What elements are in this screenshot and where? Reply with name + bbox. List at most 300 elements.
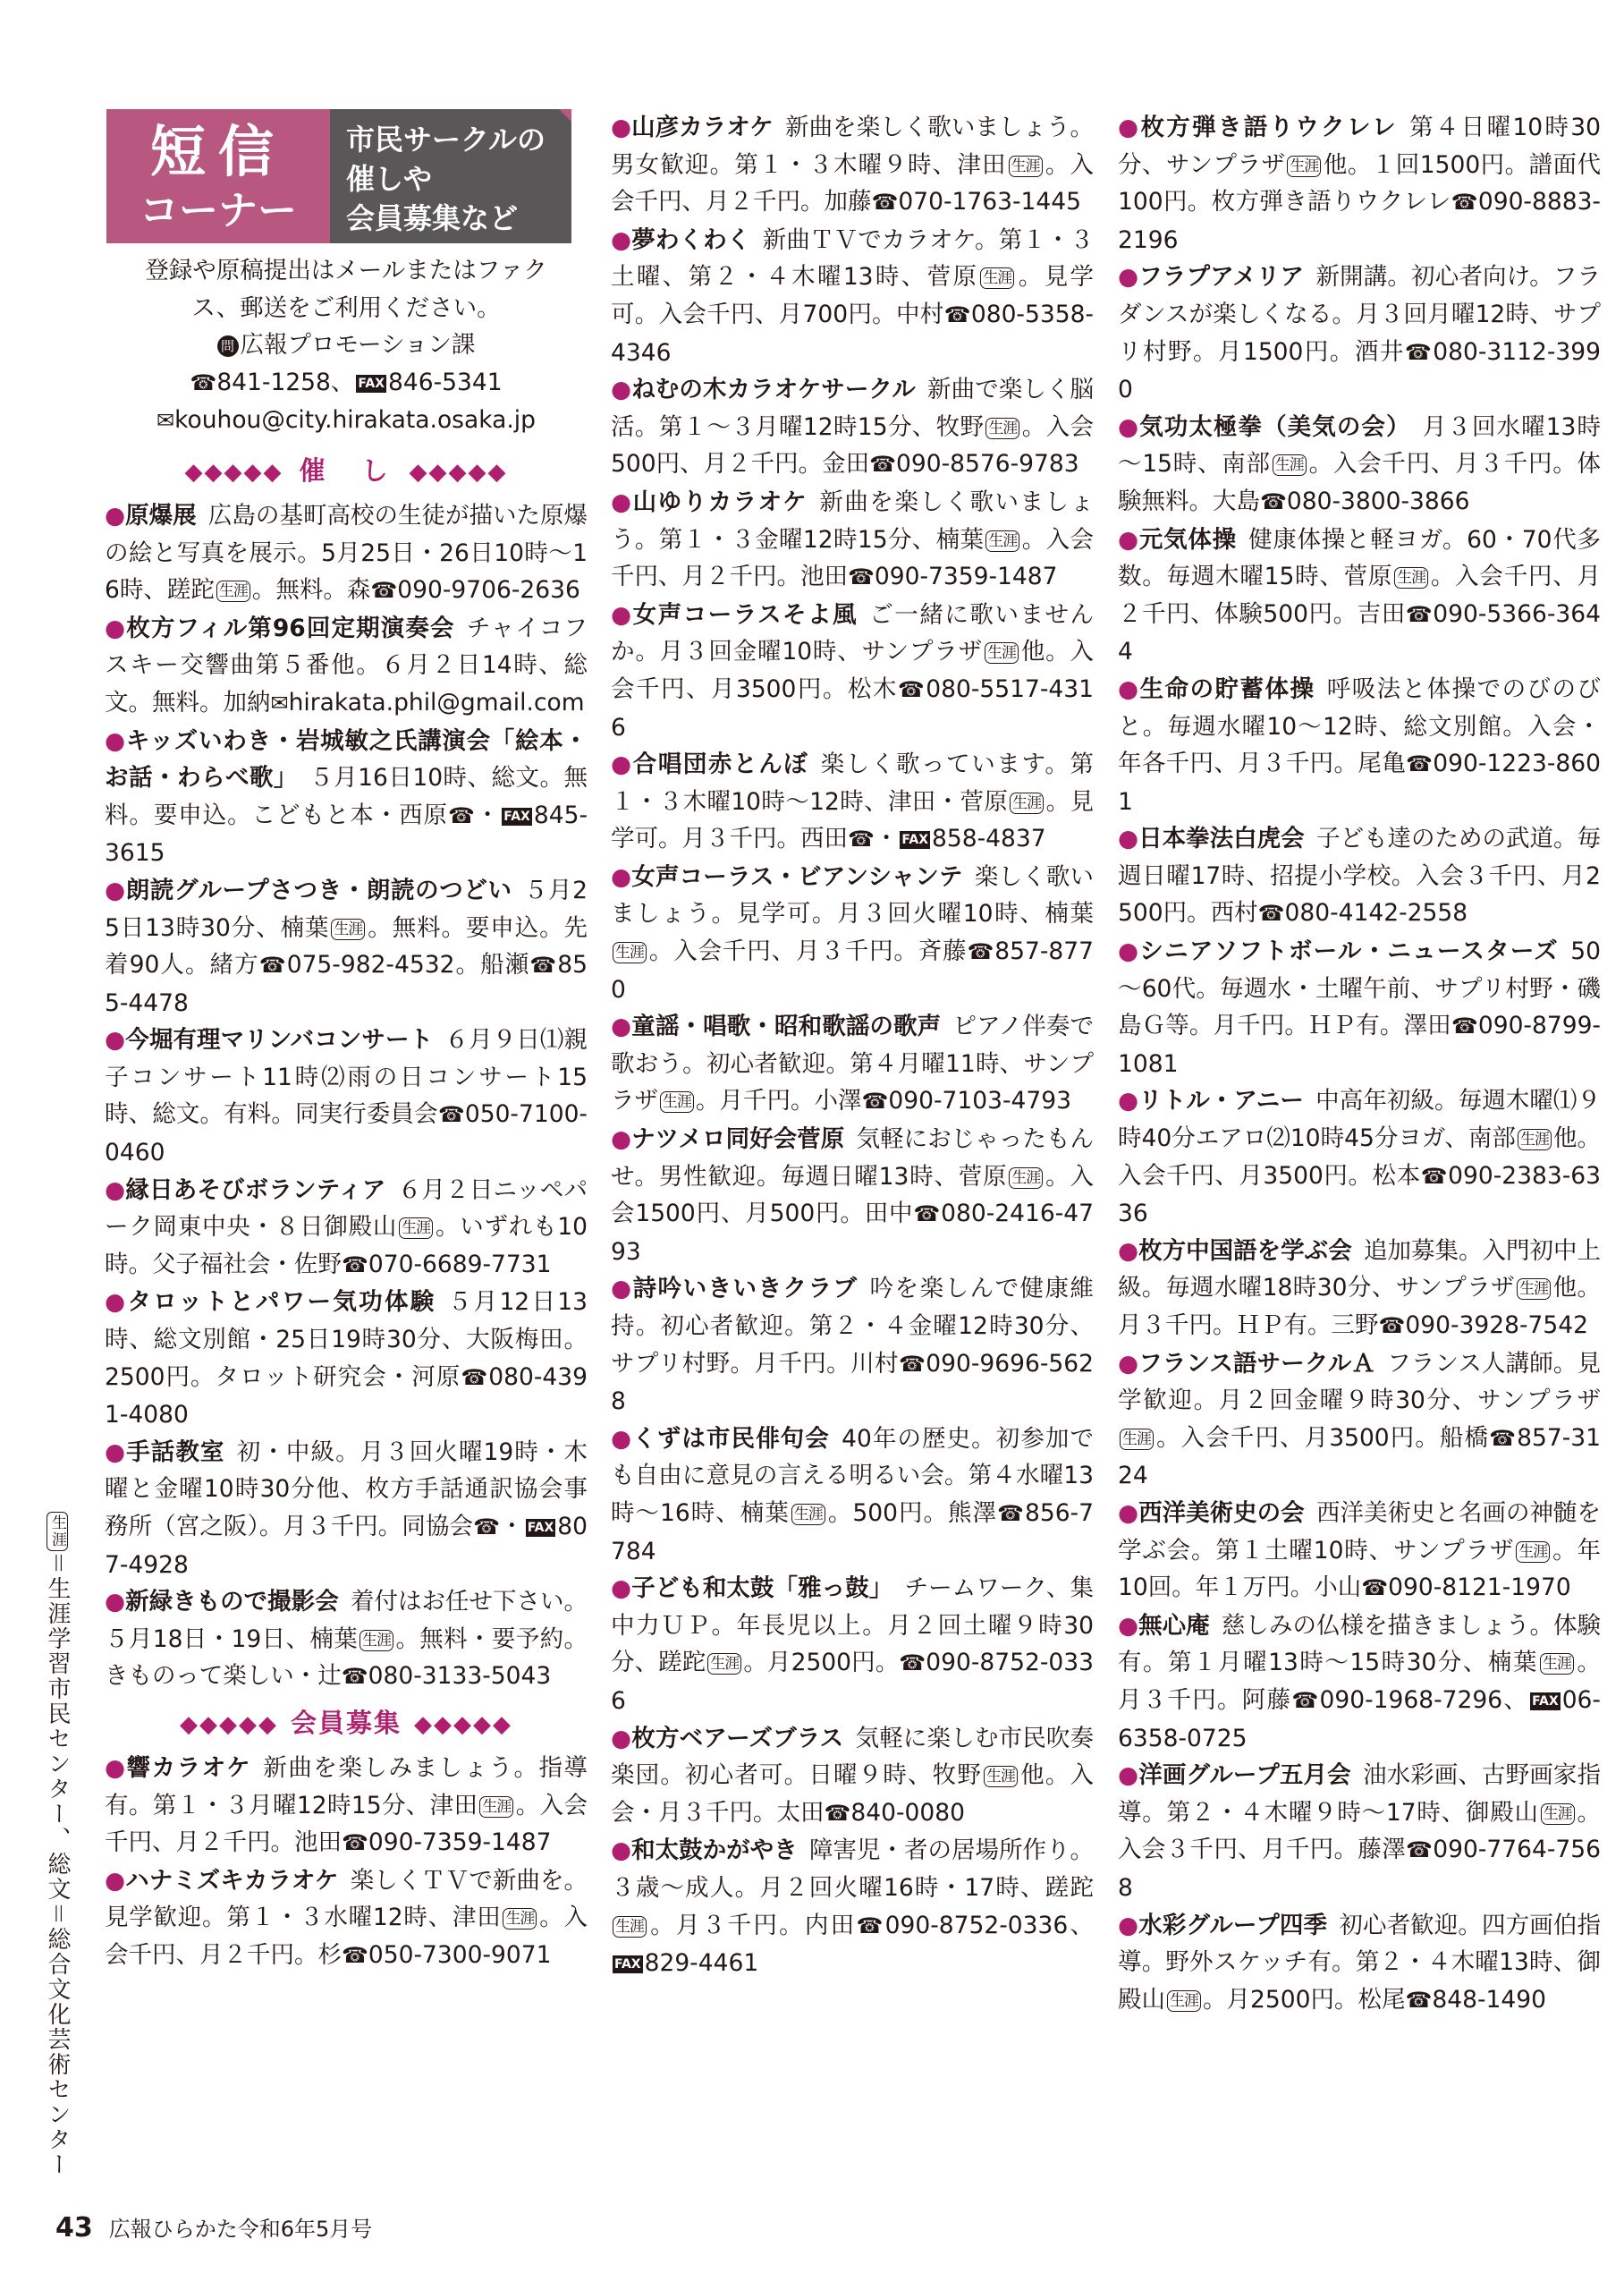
seigaku-center-mark: 生涯 — [985, 530, 1019, 552]
phone-icon: ☎ — [473, 1514, 501, 1539]
bullet-dot-icon: ● — [1118, 263, 1139, 292]
listing-text: 070-1763-1445 — [898, 188, 1081, 216]
phone-icon: ☎ — [342, 1942, 368, 1968]
listing-text: 。入会500円、月２千円。金田 — [611, 412, 1094, 479]
listing-entry — [611, 1421, 1094, 1570]
listing-title: 無心庵 — [1138, 1611, 1210, 1640]
listing-text: 他。１回1500円。譜面代100円。枚方弾き語りウクレレ — [1118, 150, 1601, 216]
listing-title: 手話教室 — [126, 1438, 225, 1466]
listing-text: 。無料。森 — [251, 576, 371, 605]
listing-entry — [611, 222, 1094, 371]
bullet-dot-icon: ● — [105, 1588, 126, 1616]
listing-text: チャイコフスキー交響曲第５番他。６月２日14時、総文。無料。加納 — [105, 614, 588, 717]
seigaku-center-mark: 生涯 — [613, 942, 647, 963]
listing-text: フランス人講師。見学歓迎。月２回金曜９時30分、サンプラザ — [1118, 1349, 1601, 1415]
phone-icon: ☎ — [848, 827, 875, 852]
phone-icon: ☎ — [258, 953, 287, 979]
listing-text: ご一緒に歌いませんか。月３回金曜10時、サンプラザ — [611, 600, 1095, 666]
seigaku-center-mark: 生涯 — [1120, 1429, 1154, 1450]
listing-text: 。月千円。小澤 — [696, 1087, 862, 1115]
bullet-dot-icon: ● — [1118, 1087, 1139, 1115]
listing-text: 。月2500円。 — [743, 1649, 900, 1677]
listing-title: 童謡・唱歌・昭和歌謡の歌声 — [631, 1013, 942, 1041]
listing-text: 848-1490 — [1432, 1985, 1546, 2014]
bullet-dot-icon: ● — [1118, 1911, 1139, 1939]
mail-icon: ✉ — [270, 690, 289, 716]
listing-entry — [1118, 259, 1601, 408]
listing-text: 初心者歓迎。四方画伯指導。野外スケッチ有。第２・４木曜13時、御殿山 — [1118, 1911, 1602, 2014]
phone-icon: ☎ — [1451, 1014, 1478, 1039]
listing-entry — [611, 1121, 1094, 1270]
seigaku-center-mark: 生涯 — [1540, 1653, 1574, 1675]
listing-text: 090-8752-0336、 — [884, 1911, 1094, 1939]
fax-icon: FAX — [1532, 1693, 1559, 1709]
fax-icon: FAX — [358, 376, 385, 391]
bullet-dot-icon: ● — [1118, 825, 1139, 853]
info-email[interactable]: kouhou@city.hirakata.osaka.jp — [174, 406, 536, 435]
listing-entry — [105, 610, 588, 723]
listing-text: ６月９日⑴親子コンサート11時⑵雨の日コンサート15時、総文。有料。同実行委員会 — [105, 1026, 588, 1129]
listing-text: 090-5366-3644 — [1118, 599, 1601, 666]
phone-icon: ☎ — [342, 1830, 368, 1856]
listing-entry — [1118, 409, 1601, 522]
listing-text: 080-5358-4346 — [611, 300, 1094, 367]
listing-text: 。見学可。月３千円。西田 — [611, 787, 1094, 853]
seigaku-center-mark: 生涯 — [359, 1630, 393, 1651]
listing-text: 855-4478 — [105, 951, 588, 1017]
listing-text: 090-1223-8601 — [1118, 750, 1601, 816]
bullet-dot-icon: ● — [105, 1175, 126, 1204]
corner-header — [106, 109, 571, 243]
listing-text: 。入会千円、月２千円、体験500円。吉田 — [1118, 563, 1601, 628]
bullet-dot-icon: ● — [611, 488, 633, 516]
phone-icon: ☎ — [856, 1913, 885, 1938]
listing-text: ６月２日ニッペパーク岡東中央・８日御殿山 — [105, 1175, 588, 1242]
bullet-dot-icon: ● — [105, 1866, 126, 1895]
bullet-dot-icon: ● — [1118, 114, 1141, 141]
members-list — [1118, 109, 1601, 2019]
phone-icon: ☎ — [943, 301, 971, 327]
listing-title: 枚方ベアーズブラス — [631, 1724, 844, 1752]
phone-icon: ☎ — [461, 1364, 489, 1390]
seigaku-center-mark: 生涯 — [331, 919, 365, 940]
page-number: 43 — [55, 2212, 93, 2243]
phone-icon: ☎ — [341, 1664, 368, 1690]
listing-title: タロットとパワー気功体験 — [127, 1288, 436, 1317]
listing-text: 油水彩画、古野画家指導。第２・４木曜９時～17時、御殿山 — [1118, 1761, 1602, 1827]
listing-title: 山彦カラオケ — [631, 114, 774, 141]
header-desc-line: 市民サークルの — [346, 123, 546, 157]
listing-title: 元気体操 — [1138, 525, 1237, 554]
listing-entry — [1118, 1757, 1601, 1906]
listing-text: 857-8770 — [611, 937, 1095, 1004]
listing-entry — [611, 371, 1094, 484]
listing-text: 月３回水曜13時～15時、南部 — [1118, 412, 1601, 479]
listing-text: チームワーク、集中力ＵＰ。年長児以上。月２回土曜９時30分、蹉跎 — [611, 1574, 1094, 1677]
bullet-dot-icon: ● — [611, 1013, 632, 1041]
phone-icon: ☎ — [1405, 1987, 1433, 2013]
listing-text: 。いずれも10時。父子福社会・佐野 — [105, 1213, 588, 1278]
listing-text: 第４日曜10時30分、サンプラザ — [1118, 114, 1601, 179]
listing-entry — [105, 1434, 588, 1583]
listing-entry — [1118, 1233, 1601, 1345]
info-contact — [105, 364, 588, 403]
diamond-ornament: ◆◆◆◆◆ — [184, 458, 283, 486]
listing-text: 。入会千円、月３千円。斉藤 — [648, 937, 968, 966]
listing-title: フラプアメリア — [1138, 263, 1305, 292]
listing-text: 他。月３千円。ＨＰ有。三野 — [1118, 1274, 1601, 1339]
listing-text: 子ども達のための武道。毎週日曜17時、招提小学校。入会３千円、月2500円。西村 — [1118, 825, 1602, 928]
section-heading-members — [105, 1701, 588, 1746]
bullet-dot-icon: ● — [611, 600, 633, 629]
listing-text: 858-4837 — [932, 825, 1046, 853]
phone-icon: ☎ — [1378, 1313, 1406, 1338]
phone-icon: ☎ — [1260, 488, 1287, 514]
bullet-dot-icon: ● — [1118, 1761, 1139, 1790]
listing-entry — [1118, 1607, 1601, 1757]
info-text: 登録や原稿提出はメールまたはファク — [145, 257, 547, 284]
seigaku-center-mark: 生涯 — [660, 1091, 694, 1113]
listing-text: 090-8121-1970 — [1388, 1573, 1571, 1602]
phone-icon: ☎ — [1489, 1425, 1518, 1451]
listing-text: 新曲で楽しく脳活。第１～３月曜12時15分、牧野 — [611, 376, 1095, 441]
phone-icon: ☎ — [448, 802, 476, 828]
bullet-dot-icon: ● — [611, 376, 632, 404]
dept-name: 広報プロモーション課 — [240, 331, 476, 360]
header-desc-line: 会員募集など — [346, 201, 519, 235]
listing-text: 他。入会千円、月3500円。松木 — [611, 638, 1095, 703]
listing-entry — [1118, 522, 1601, 671]
fax-icon: FAX — [503, 809, 530, 824]
listing-text: 080-3800-3866 — [1286, 487, 1470, 515]
listing-entry — [611, 1570, 1094, 1719]
listing-title: 新緑きもので撮影会 — [125, 1588, 339, 1616]
bullet-dot-icon: ● — [1118, 1498, 1139, 1527]
listing-text: ・ — [475, 801, 501, 829]
column-1 — [105, 109, 588, 1975]
listing-entry — [105, 1862, 588, 1975]
phone-icon: ☎ — [1257, 901, 1285, 927]
listing-text: 050-7300-9071 — [368, 1940, 552, 1969]
bullet-dot-icon: ● — [611, 1424, 633, 1453]
listing-text: 090-7359-1487 — [368, 1828, 552, 1857]
phone-icon: ☎ — [1406, 751, 1434, 777]
listing-text: 090-8752-0336 — [611, 1649, 1094, 1715]
bullet-dot-icon: ● — [105, 1438, 127, 1466]
listing-title: 西洋美術史の会 — [1138, 1498, 1305, 1527]
bullet-dot-icon: ● — [105, 726, 126, 755]
phone-icon: ☎ — [529, 953, 558, 979]
listing-title: 朗読グループさつき・朗読のつどい — [125, 876, 512, 904]
phone-icon: ☎ — [899, 1650, 926, 1676]
listing-entry — [611, 1270, 1094, 1420]
listing-text: 楽しく歌っています。第１・３木曜10時～12時、津田・菅原 — [611, 751, 1095, 816]
listing-text: 障害児・者の居場所作り。３歳～成人。月２回火曜16時・17時、蹉跎 — [611, 1836, 1095, 1902]
listing-text: 他。入会・月３千円。太田 — [611, 1761, 1095, 1827]
listing-text: 初・中級。月３回火曜19時・木曜と金曜10時30分他、枚方手話通訳協会事務所（宮之阪）。月３千円。同協会 — [105, 1438, 588, 1540]
listing-entry — [105, 497, 588, 610]
listing-text: 。月３千円。阿藤 — [1118, 1649, 1602, 1714]
phone-icon: ☎ — [848, 564, 875, 590]
seigaku-center-mark: 生涯 — [985, 642, 1019, 664]
listing-title: ナツメロ同好会菅原 — [631, 1125, 845, 1154]
seigaku-center-mark: 生涯 — [613, 1916, 647, 1938]
listing-text: 840-0080 — [850, 1798, 965, 1827]
listing-entry — [611, 1008, 1094, 1121]
listing-text: 080-2416-4793 — [611, 1200, 1094, 1266]
listing-entry — [105, 1172, 588, 1285]
header-description — [330, 109, 571, 243]
listing-text: 090-8799-1081 — [1118, 1012, 1601, 1078]
listing-text: 06-6358-0725 — [1118, 1685, 1601, 1752]
phone-icon: ☎ — [1420, 1163, 1449, 1189]
listing-entry — [611, 859, 1094, 1008]
seigaku-center-mark: 生涯 — [1517, 1278, 1551, 1300]
bullet-dot-icon: ● — [1118, 525, 1139, 554]
bullet-dot-icon: ● — [105, 1026, 126, 1055]
listing-text: 090-3928-7542 — [1405, 1311, 1588, 1339]
bullet-dot-icon: ● — [611, 1574, 632, 1603]
listing-title: 夢わくわく — [631, 225, 751, 254]
listing-text: 090-9696-5628 — [611, 1349, 1094, 1416]
listing-title: リトル・アニー — [1138, 1087, 1304, 1115]
seigaku-center-mark: 生涯 — [1394, 567, 1428, 589]
mail-icon: ✉ — [156, 408, 175, 434]
listing-text: 新曲を楽しく歌いましょう。第１・３金曜12時15分、楠葉 — [611, 488, 1094, 554]
seigaku-center-mark: 生涯 — [1287, 156, 1321, 177]
phone-icon: ☎ — [1405, 601, 1434, 627]
listing-text: 西洋美術史と名画の神髄を学ぶ会。第１土曜10時、サンプラザ — [1118, 1498, 1602, 1565]
phone-icon: ☎ — [824, 1800, 851, 1826]
section-title: 会員募集 — [290, 1707, 402, 1738]
seigaku-center-mark: 生涯 — [707, 1653, 741, 1675]
listing-entry — [1118, 1907, 1601, 2020]
listing-entry — [1118, 671, 1601, 820]
seigaku-center-mark: 生涯 — [1273, 454, 1307, 476]
listing-title: ねむの木カラオケサークル — [631, 376, 916, 404]
listing-title: ハナミズキカラオケ — [125, 1866, 339, 1895]
listing-text: ピアノ伴奏で歌おう。初心者歓迎。第４月曜11時、サンプラザ — [611, 1013, 1094, 1115]
listing-text: 吟を楽しんで健康維持。初心者歓迎。第２・４金曜12時30分、サプリ村野。月千円。川村 — [611, 1275, 1095, 1378]
phone-icon: ☎ — [370, 578, 398, 604]
listing-entry — [1118, 1345, 1601, 1495]
fax-icon: FAX — [614, 1957, 641, 1972]
listing-entry — [1118, 1082, 1601, 1232]
header-title: 短信 — [149, 119, 286, 184]
listing-text: 新曲を楽しみましょう。指導有。第１・３月曜12時15分、津田 — [105, 1753, 588, 1819]
bullet-dot-icon: ● — [1118, 412, 1140, 441]
listing-title: 女声コーラス・ビアンシャンテ — [631, 862, 963, 891]
header-desc-line: 催しや — [346, 162, 433, 196]
listing-title: 枚方弾き語りウクレレ — [1140, 114, 1398, 141]
listing-entry — [105, 1583, 588, 1696]
listing-text: 中高年初級。毎週木曜⑴９時40分エアロ⑵10時45分ヨガ、南部 — [1118, 1087, 1602, 1153]
listing-text: ５月25日13時30分、楠葉 — [105, 876, 588, 942]
seigaku-center-mark: 生涯 — [985, 418, 1019, 439]
listing-entry — [611, 484, 1094, 597]
submission-info — [105, 252, 588, 440]
listing-title: 原爆展 — [125, 501, 197, 530]
fax-icon: FAX — [527, 1521, 554, 1535]
listing-text: 090-7764-7568 — [1118, 1836, 1601, 1902]
listing-text: 。入会千円、月２千円。加藤 — [611, 150, 1095, 216]
diamond-ornament: ◆◆◆◆◆ — [180, 1710, 278, 1738]
listing-text: 新曲ＴＶでカラオケ。第１・３土曜、第２・４木曜13時、菅原 — [611, 225, 1095, 292]
seigaku-center-mark: 生涯 — [1518, 1129, 1552, 1150]
listing-title: フランス語サークルＡ — [1138, 1349, 1375, 1378]
listing-text: 。無料・要予約。きものって楽しい・辻 — [105, 1624, 588, 1691]
section-title: 催 し — [299, 454, 393, 486]
listing-text: 070-6689-7731 — [368, 1250, 552, 1278]
listing-title: 和太鼓かがやき — [631, 1836, 798, 1865]
corner-decoration — [559, 109, 571, 122]
listing-text: 。入会千円、月２千円。杉 — [105, 1904, 588, 1969]
phone-icon: ☎ — [898, 1351, 926, 1377]
listing-text: 080-5517-4316 — [611, 674, 1094, 742]
info-dept — [105, 327, 588, 364]
phone-icon: ☎ — [913, 1201, 942, 1227]
listing-text: 080-3112-3990 — [1118, 337, 1601, 404]
listing-text: 829-4461 — [644, 1949, 759, 1978]
abbreviation-text: ＝生涯学習市民センター、総文＝総合文化芸術センター — [44, 1551, 71, 2178]
listing-entry — [611, 597, 1094, 746]
listing-text: 楽しく歌いましょう。見学可。月３回火曜10時、楠葉 — [611, 862, 1095, 929]
seigaku-center-mark: 生涯 — [984, 1766, 1018, 1787]
listing-text: 090-8883-2196 — [1118, 188, 1601, 254]
listing-text: ・ — [874, 825, 899, 853]
seigaku-center-mark: 生涯 — [1010, 793, 1044, 814]
listing-text: 慈しみの仏様を描きましょう。体験有。第１月曜13時～15時30分、楠葉 — [1118, 1611, 1602, 1677]
listing-text: 080-4391-4080 — [105, 1362, 588, 1429]
info-fax: 846-5341 — [388, 368, 503, 396]
listing-entry — [105, 1022, 588, 1171]
bullet-dot-icon: ● — [105, 1288, 128, 1317]
phone-icon: ☎ — [871, 190, 899, 216]
bullet-dot-icon: ● — [105, 501, 126, 530]
listing-text: 。入会千円、月３千円。体験無料。大島 — [1118, 450, 1601, 515]
listing-entry — [611, 746, 1094, 859]
bullet-dot-icon: ● — [611, 1275, 633, 1303]
listing-text: 広島の基町高校の生徒が描いた原爆の絵と写真を展示。5月25日・26日10時～16時、蹉跎 — [105, 501, 588, 605]
listing-text: 050-7100-0460 — [105, 1100, 588, 1167]
listing-text: 807-4928 — [105, 1513, 588, 1579]
listing-text: 080-3133-5043 — [368, 1662, 552, 1691]
header-subtitle: コーナー — [140, 188, 297, 233]
bullet-dot-icon: ● — [611, 225, 632, 254]
listing-text: 090-7103-4793 — [888, 1087, 1071, 1115]
listing-title: 女声コーラスそよ風 — [632, 600, 859, 629]
phone-icon: ☎ — [342, 1251, 368, 1277]
listing-text: 。見学可。入会千円、月700円。中村 — [611, 263, 1094, 328]
listing-text: 。月３千円。内田 — [648, 1911, 857, 1939]
listing-text: 090-1968-7296、 — [1319, 1685, 1529, 1714]
seigaku-center-mark: 生涯 — [399, 1217, 433, 1239]
listing-title: 子ども和太鼓「雅っ鼓」 — [631, 1574, 893, 1603]
listing-text: 857-3124 — [1118, 1423, 1601, 1490]
members-list — [105, 1750, 588, 1975]
listing-entry — [1118, 1495, 1601, 1607]
listing-text: 40年の歴史。初参加でも自由に意見の言える明るい会。第４水曜13時～16時、楠葉 — [611, 1424, 1094, 1527]
seigaku-mark: 生涯 — [47, 1512, 68, 1551]
phone-icon: ☎ — [1404, 339, 1434, 365]
listing-entry — [1118, 933, 1601, 1082]
listing-entry — [105, 723, 588, 872]
bullet-dot-icon: ● — [1118, 1611, 1139, 1640]
info-text: ス、郵送をご利用ください。 — [191, 293, 501, 322]
listing-entry — [1118, 109, 1601, 259]
listing-entry — [105, 1750, 588, 1862]
listing-title: 響カラオケ — [126, 1753, 252, 1782]
listing-text: 。500円。熊澤 — [826, 1498, 998, 1527]
listing-title: 気功太極拳（美気の会） — [1139, 412, 1411, 441]
listing-text: 090-2383-6336 — [1118, 1161, 1601, 1228]
listing-text: 。入会千円、月２千円。池田 — [611, 525, 1094, 591]
listing-text: 。入会1500円、月500円。田中 — [611, 1162, 1094, 1228]
phone-icon: ☎ — [861, 1089, 889, 1115]
column-2 — [611, 109, 1094, 1982]
listing-entry — [611, 1720, 1094, 1833]
seigaku-center-mark: 生涯 — [1009, 156, 1043, 177]
listing-text: 090-8576-9783 — [896, 450, 1079, 479]
listing-text: hirakata.phil@gmail.com — [288, 688, 585, 717]
phone-icon: ☎ — [869, 452, 896, 478]
listing-text: 着付はお任せ下さい。５月18日・19日、楠葉 — [105, 1588, 588, 1653]
listing-title: 枚方フィル第96回定期演奏会 — [126, 614, 455, 642]
bullet-dot-icon: ● — [1118, 1349, 1139, 1378]
listing-title: キッズいわき・岩城敏之氏講演会「絵本・お話・わらべ歌」 — [105, 726, 588, 793]
listing-text: 。無料。要申込。先着90人。緒方 — [105, 913, 588, 980]
listing-text: 気軽に楽しむ市民吹奏楽団。初心者可。日曜９時、牧野 — [611, 1724, 1095, 1790]
bullet-dot-icon: ● — [105, 876, 126, 904]
listing-entry — [1118, 820, 1601, 933]
bullet-dot-icon: ● — [611, 1724, 632, 1752]
listing-text: 。入会千円、月3500円。船橋 — [1155, 1423, 1490, 1452]
listing-title: 今堀有理マリンバコンサート — [125, 1026, 434, 1055]
diamond-ornament: ◆◆◆◆◆ — [409, 458, 508, 486]
phone-icon: ☎ — [1361, 1575, 1389, 1601]
seigaku-center-mark: 生涯 — [1009, 1167, 1043, 1189]
listing-text: 090-7359-1487 — [874, 563, 1058, 591]
bullet-dot-icon: ● — [105, 1753, 127, 1782]
members-list — [611, 109, 1094, 1982]
seigaku-center-mark: 生涯 — [791, 1504, 825, 1525]
listing-text: 080-4142-2558 — [1284, 899, 1468, 928]
phone-icon: ☎ — [437, 1102, 465, 1128]
listing-title: くずは市民俳句会 — [632, 1424, 830, 1453]
seigaku-center-mark: 生涯 — [1516, 1541, 1550, 1563]
listing-title: 合唱団赤とんぼ — [632, 751, 809, 779]
bullet-dot-icon: ● — [611, 1836, 632, 1865]
publication-name: 広報ひらかた令和6年5月号 — [108, 2217, 373, 2242]
listing-title: 日本拳法白虎会 — [1138, 825, 1305, 853]
listing-title: 洋画グループ五月会 — [1138, 1761, 1351, 1790]
page-footer — [55, 2212, 373, 2243]
listing-title: 縁日あそびボランティア — [125, 1175, 386, 1204]
info-email-line — [105, 402, 588, 440]
listing-entry — [105, 1284, 588, 1433]
events-list — [105, 497, 588, 1696]
abbreviation-note — [43, 1512, 72, 2177]
phone-icon: ☎ — [997, 1500, 1025, 1526]
phone-icon: ☎ — [1451, 190, 1478, 216]
bullet-dot-icon: ● — [105, 614, 127, 642]
bullet-dot-icon: ● — [611, 751, 633, 779]
bullet-dot-icon: ● — [1118, 1236, 1139, 1265]
listing-text: 090-9706-2636 — [397, 576, 580, 605]
seigaku-center-mark: 生涯 — [503, 1908, 537, 1930]
listing-title: 山ゆりカラオケ — [632, 488, 808, 516]
listing-text: 。月2500円。松尾 — [1203, 1985, 1406, 2014]
